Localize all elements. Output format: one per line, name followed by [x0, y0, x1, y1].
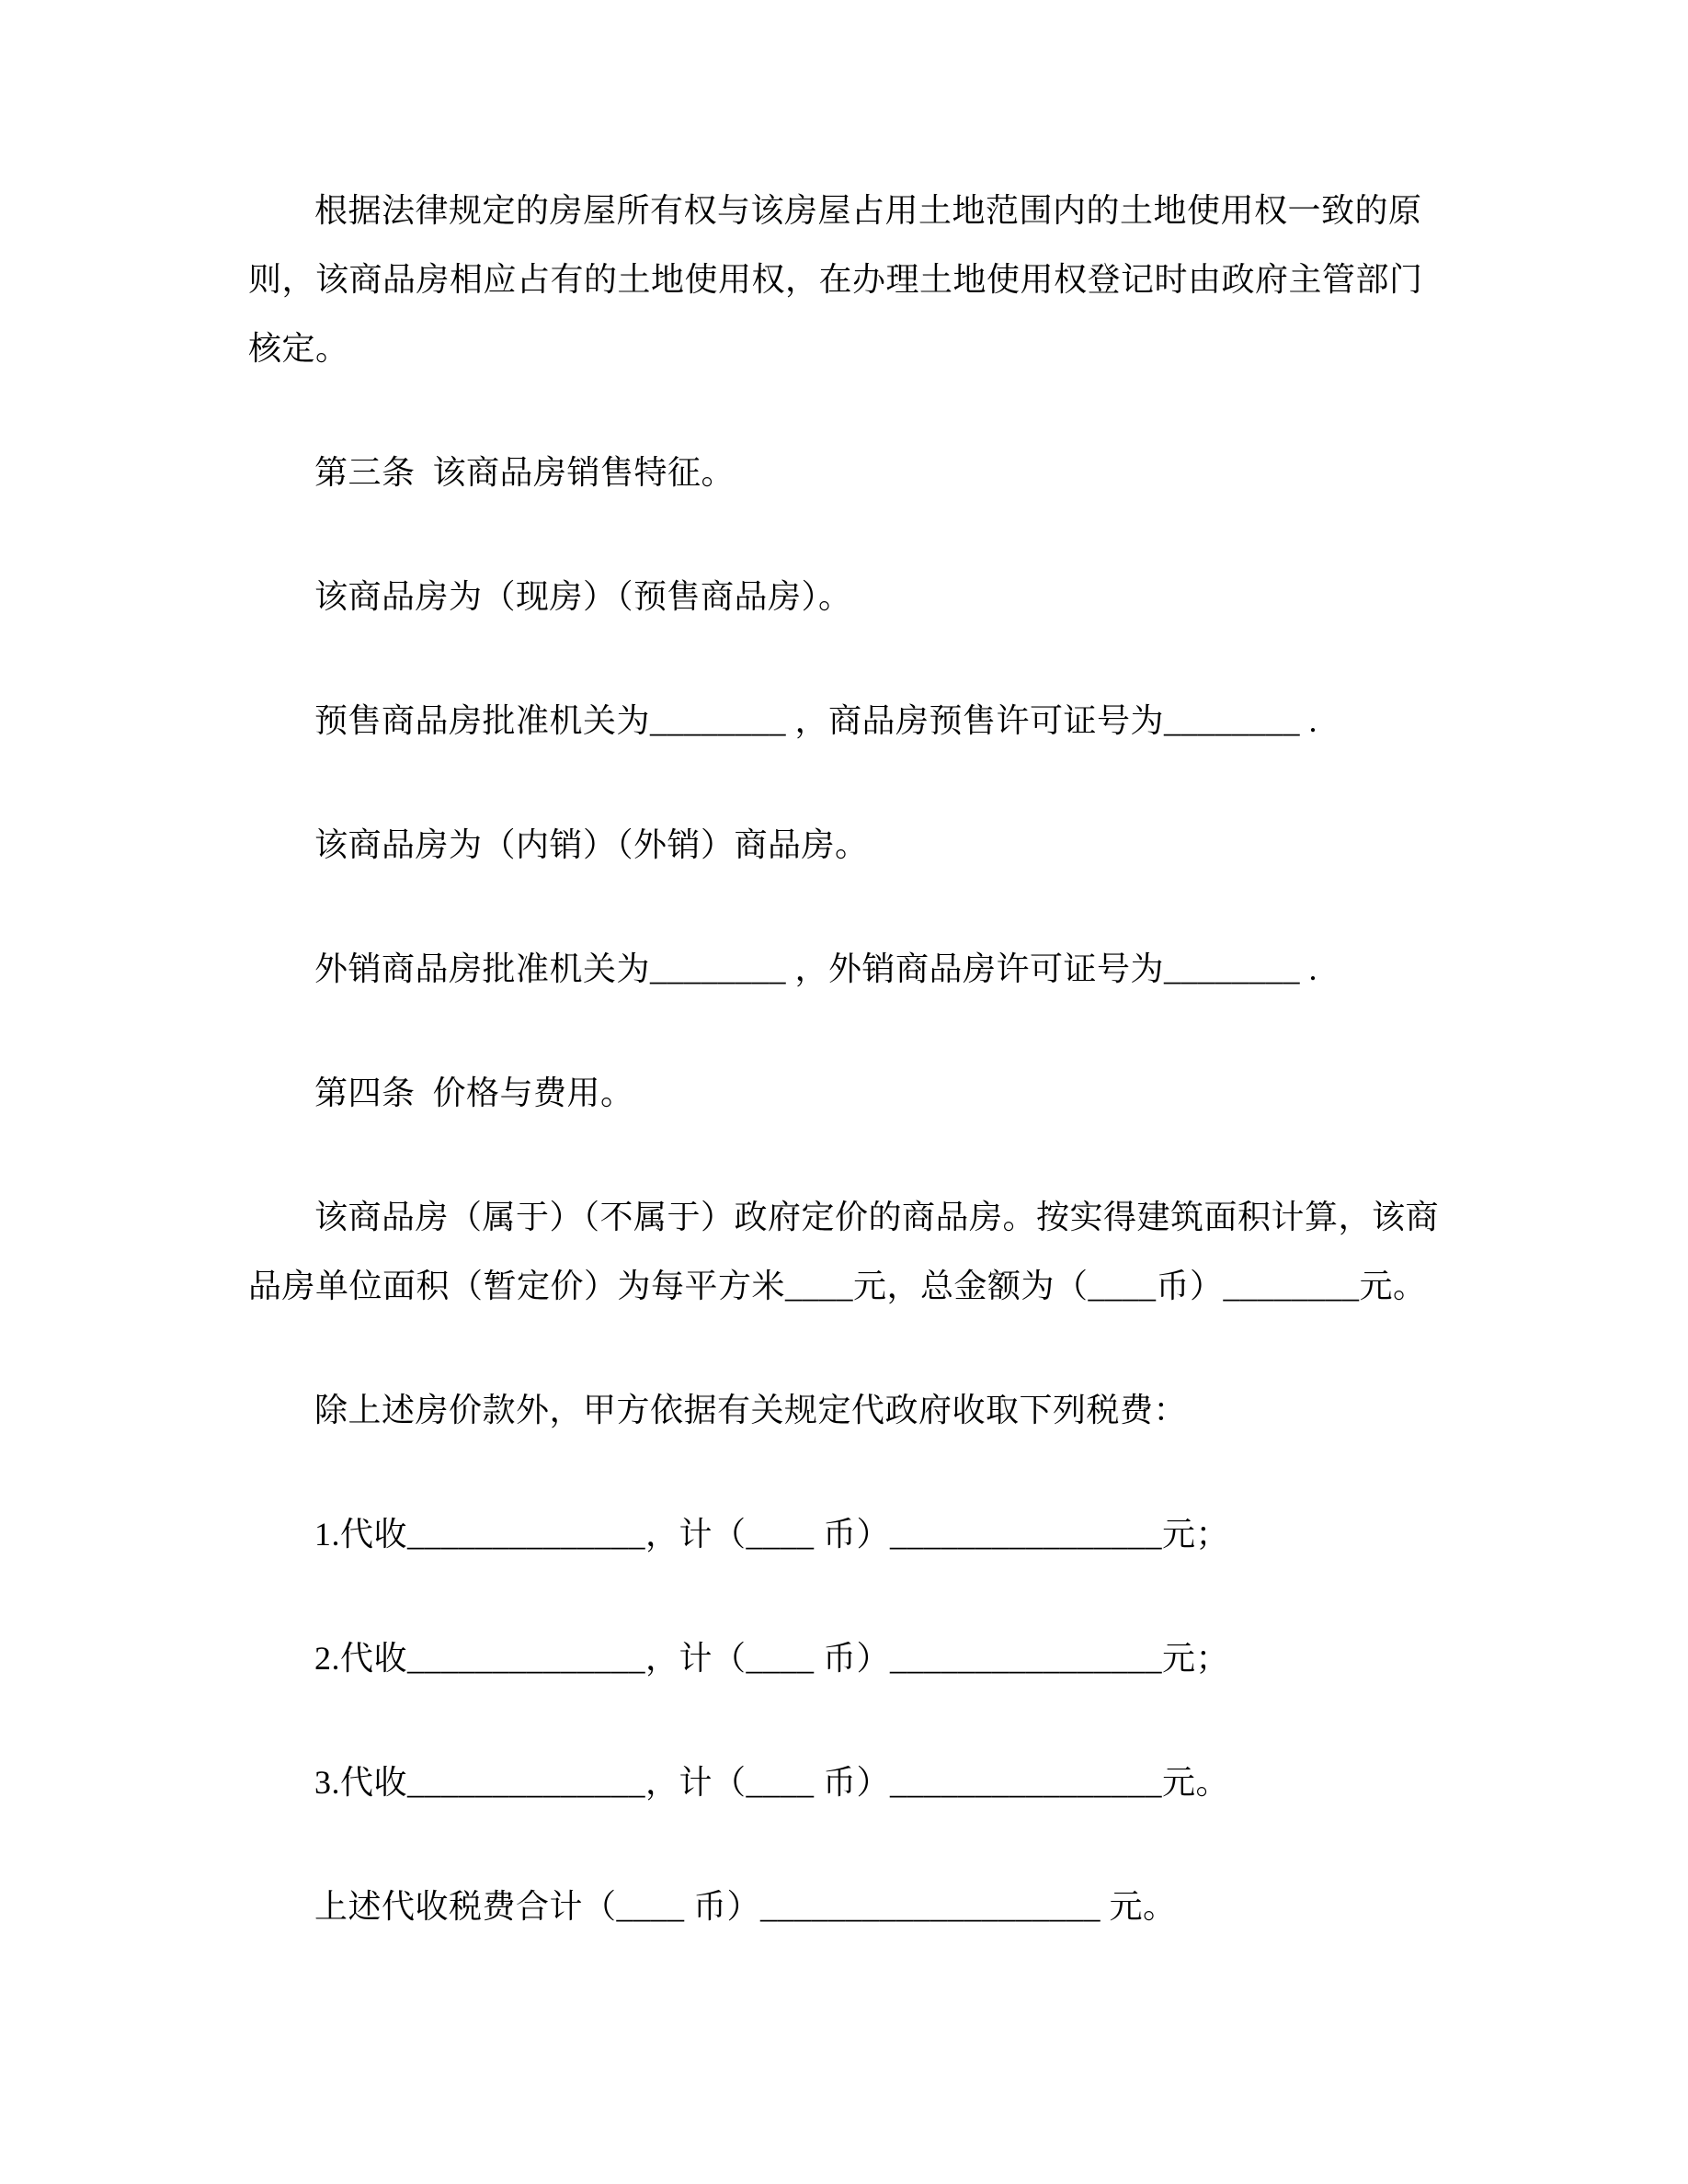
paragraph: 根据法律规定的房屋所有权与该房屋占用土地范围内的土地使用权一致的原则，该商品房相应占有的土地使用权，在办理土地使用权登记时由政府主管部门核定。 — [248, 192, 1423, 367]
paragraph: 1.代收______________，计（____ 币）________________元； — [314, 1516, 1230, 1553]
paragraph: 上述代收税费合计（____ 币）____________________ 元。 — [314, 1888, 1177, 1925]
paragraph: 第三条 该商品房销售特征。 — [314, 454, 736, 491]
paragraph: 该商品房（属于）（不属于）政府定价的商品房。按实得建筑面积计算，该商品房单位面积（暂定价）为每平方米____元，总金额为（____币）________元。 — [248, 1199, 1440, 1304]
paragraph: 3.代收______________，计（____ 币）________________元。 — [314, 1764, 1230, 1801]
paragraph: 除上述房价款外，甲方依据有关规定代政府收取下列税费： — [314, 1392, 1188, 1428]
paragraph: 该商品房为（内销）（外销）商品房。 — [314, 826, 869, 863]
paragraph: 外销商品房批准机关为________ ，外销商品房许可证号为________ . — [314, 950, 1318, 987]
paragraph: 2.代收______________，计（____ 币）________________元； — [314, 1640, 1230, 1677]
paragraph: 第四条 价格与费用。 — [314, 1075, 634, 1111]
document-body — [248, 176, 1440, 1941]
paragraph: 预售商品房批准机关为________ ，商品房预售许可证号为________ . — [314, 702, 1318, 739]
paragraph: 该商品房为（现房）（预售商品房）。 — [314, 578, 852, 615]
